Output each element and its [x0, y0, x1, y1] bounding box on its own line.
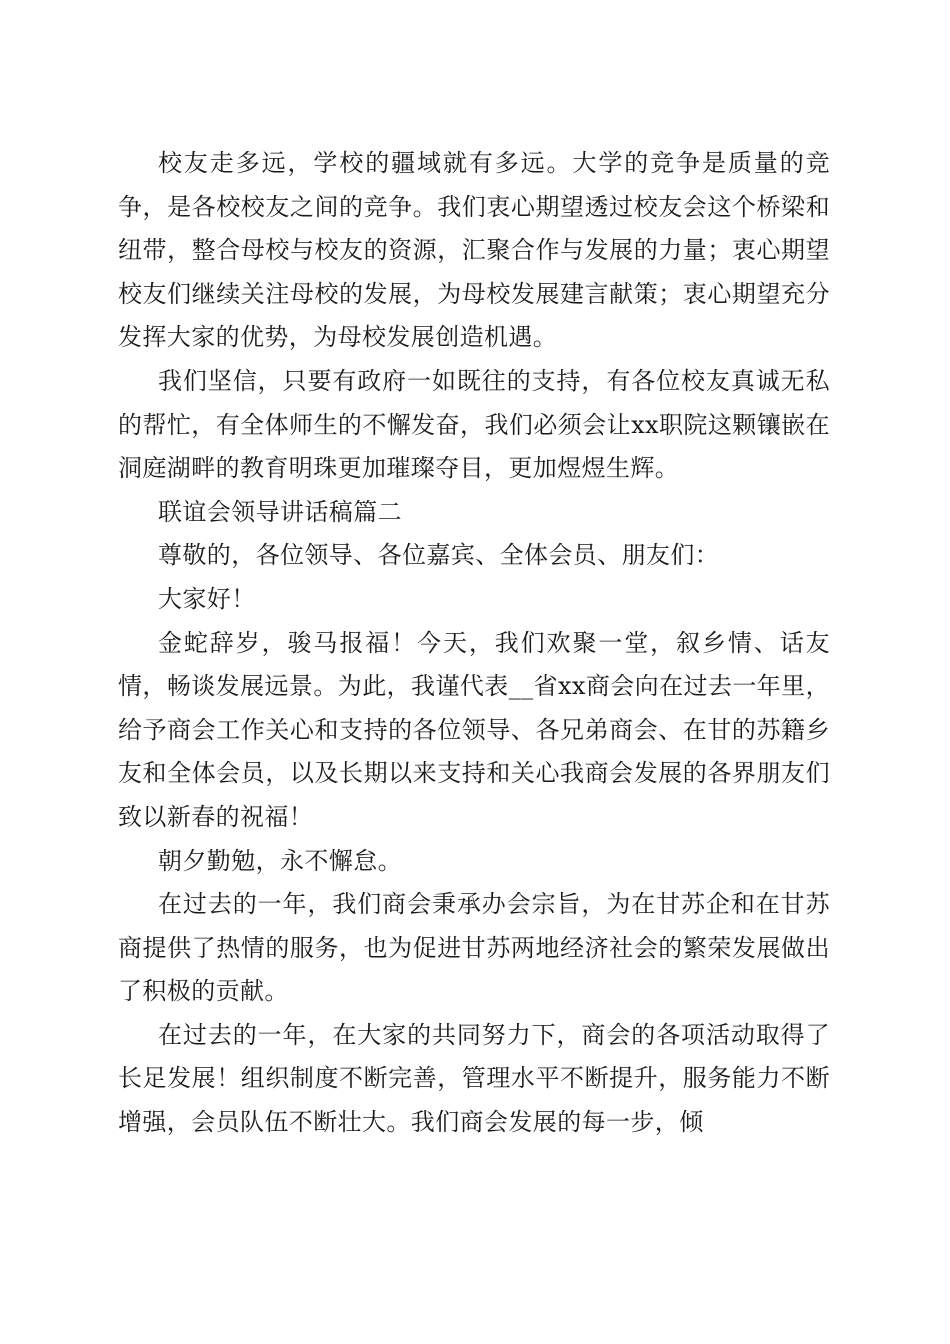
paragraph-past-year-progress: 在过去的一年，在大家的共同努力下，商会的各项活动取得了长足发展！组织制度不断完善，管理水平不断提升，服务能力不断增强，会员队伍不断壮大。我们商会发展的每一步，倾	[118, 1020, 830, 1137]
paragraph-past-year-service: 在过去的一年，我们商会秉承办会宗旨，为在甘苏企和在甘苏商提供了热情的服务，也为促进甘苏两地经济社会的繁荣发展做出了积极的贡献。	[118, 890, 830, 1006]
paragraph-new-year-wishes: 金蛇辞岁，骏马报福！今天，我们欢聚一堂，叙乡情、话友情，畅谈发展远景。为此，我谨代表__省xx商会向在过去一年里，给予商会工作关心和支持的各位领导、各兄弟商会、在甘的苏籍乡友和全体会员，以及长期以来支持和关心我商会发展的各界朋友们致以新春的祝福！	[118, 628, 830, 831]
greeting: 大家好！	[158, 584, 256, 613]
section-heading: 联谊会领导讲话稿篇二	[158, 497, 402, 526]
paragraph-confidence: 我们坚信，只要有政府一如既往的支持，有各位校友真诚无私的帮忙，有全体师生的不懈发奋，我们必须会让xx职院这颗镶嵌在洞庭湖畔的教育明珠更加璀璨夺目，更加煜煜生辉。	[118, 366, 830, 483]
paragraph-alumni-competition: 校友走多远，学校的疆域就有多远。大学的竞争是质量的竞争，是各校校友之间的竞争。我们衷心期望透过校友会这个桥梁和纽带，整合母校与校友的资源，汇聚合作与发展的力量；衷心期望校友们继续关注母校的发展，为母校发展建言献策；衷心期望充分发挥大家的优势，为母校发展创造机遇。	[118, 149, 830, 352]
paragraph-motto: 朝夕勤勉，永不懈怠。	[158, 846, 402, 875]
document-body	[118, 142, 830, 1145]
salutation: 尊敬的，各位领导、各位嘉宾、全体会员、朋友们：	[158, 541, 720, 570]
